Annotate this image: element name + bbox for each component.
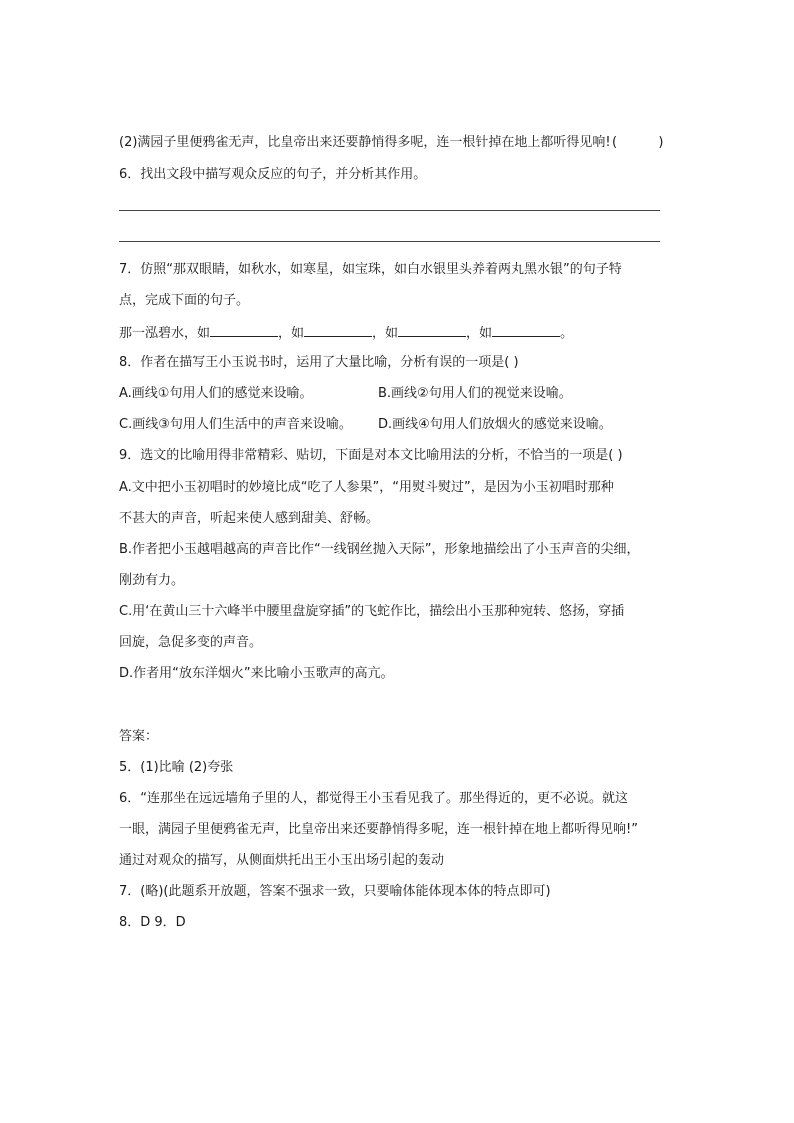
fill-end: 。 <box>560 326 574 341</box>
q5-item2: (2)满园子里便鸦雀无声，比皇帝出来还要静悄得多呢，连一根针掉在地上都听得见响! <box>119 135 611 150</box>
answers-title: 答案： <box>119 729 159 744</box>
q8-option-d: D.画线④句用人们放烟火的感觉来设喻。 <box>378 417 612 432</box>
answer-line-2 <box>119 241 660 242</box>
fill-sep-2: ，如 <box>372 326 399 341</box>
question-7-line1: 7．仿照“那双眼睛，如秋水，如寒星，如宝珠，如白水银里头养着两丸黑水银”的句子特 <box>119 262 622 277</box>
q9-option-b-2: 刚劲有力。 <box>119 573 185 588</box>
q9-option-d: D.作者用“放东洋烟火”来比喻小玉歌声的高亢。 <box>119 666 394 681</box>
answer-7: 7．(略)(此题系开放题，答案不强求一致，只要喻体能体现本体的特点即可) <box>119 884 551 899</box>
answer-6-line3: 通过对观众的描写，从侧面烘托出王小玉出场引起的轰动 <box>119 853 445 868</box>
q8-option-b: B.画线②句用人们的视觉来设喻。 <box>378 386 572 401</box>
q9-option-a-1: A.文中把小玉初唱时的妙境比成“吃了人参果”，“用熨斗熨过”，是因为小玉初唱时那种 <box>119 480 614 495</box>
answer-paren: ( ) <box>612 135 664 150</box>
question-8: 8．作者在描写王小玉说书时，运用了大量比喻，分析有误的一项是( ) <box>119 355 519 370</box>
question-7-line2: 点，完成下面的句子。 <box>119 293 250 308</box>
fill-blank-3 <box>398 323 466 337</box>
fill-blank-2 <box>304 323 372 337</box>
q9-option-b-1: B.作者把小玉越唱越高的声音比作“一线钢丝抛入天际”，形象地描绘出了小玉声音的尖细， <box>119 542 640 557</box>
q9-option-c-2: 回旋，急促多变的声音。 <box>119 635 263 650</box>
answer-6-line2: 一眼，满园子里便鸦雀无声，比皇帝出来还要静悄得多呢，连一根针掉在地上都听得见响!” <box>119 822 638 837</box>
fill-blank-4 <box>492 323 560 337</box>
q9-option-c-1: C.用‘在黄山三十六峰半中腰里盘旋穿插”的飞蛇作比，描绘出小玉那种宛转、悠扬，穿插 <box>119 604 625 619</box>
answer-8-9: 8．D 9．D <box>119 915 186 930</box>
question-7-fill <box>119 323 573 343</box>
answer-line-1 <box>119 210 660 211</box>
fill-sep-3: ，如 <box>466 326 493 341</box>
question-9: 9．选文的比喻用得非常精彩、贴切，下面是对本文比喻用法的分析，不恰当的一项是( ) <box>119 448 623 463</box>
answer-5: 5．(1)比喻 (2)夸张 <box>119 760 234 775</box>
fill-prefix: 那一泓碧水，如 <box>119 326 211 341</box>
q9-option-a-2: 不甚大的声音，听起来使人感到甜美、舒畅。 <box>119 511 380 526</box>
fill-blank-1 <box>210 323 278 337</box>
q8-option-a: A.画线①句用人们的感觉来设喻。 <box>119 386 313 401</box>
q8-option-c: C.画线③句用人们生活中的声音来设喻。 <box>119 417 352 432</box>
answer-6-line1: 6．“连那坐在远远墙角子里的人，都觉得王小玉看见我了。那坐得近的，更不必说。就这 <box>119 791 629 806</box>
question-6: 6．找出文段中描写观众反应的句子，并分析其作用。 <box>119 167 427 182</box>
fill-sep-1: ，如 <box>278 326 305 341</box>
